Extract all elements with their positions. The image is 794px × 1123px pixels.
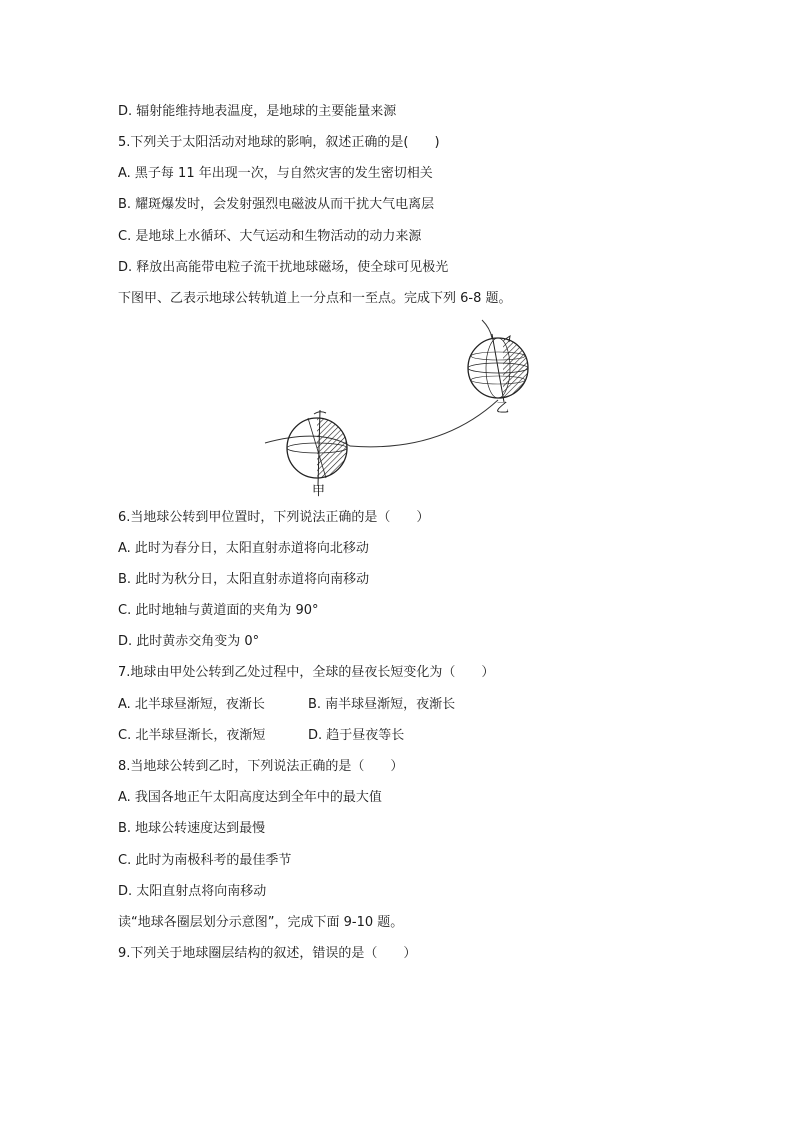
q5-option-d: D. 释放出高能带电粒子流干扰地球磁场，使全球可见极光	[118, 260, 449, 275]
q6-option-a: A. 此时为春分日，太阳直射赤道将向北移动	[118, 541, 369, 556]
q9-stem: 9.下列关于地球圈层结构的叙述，错误的是（ ）	[118, 946, 417, 961]
q7-option-a: A. 北半球昼渐短，夜渐长	[118, 697, 265, 712]
q5-option-a: A. 黑子每 11 年出现一次，与自然灾害的发生密切相关	[118, 166, 433, 181]
q8-option-d: D. 太阳直射点将向南移动	[118, 884, 267, 899]
q5-option-b: B. 耀斑爆发时，会发射强烈电磁波从而干扰大气电离层	[118, 197, 435, 212]
earth-yi	[468, 334, 533, 402]
label-yi: 乙	[496, 401, 510, 416]
q7-option-d: D. 趋于昼夜等长	[308, 728, 405, 743]
q8-stem: 8.当地球公转到乙时，下列说法正确的是（ ）	[118, 759, 404, 774]
orbit-path-top	[482, 320, 492, 338]
q6-stem: 6.当地球公转到甲位置时，下列说法正确的是（ ）	[118, 510, 430, 525]
q7-stem: 7.地球由甲处公转到乙处过程中，全球的昼夜长短变化为（ ）	[118, 665, 495, 680]
q5-option-c: C. 是地球上水循环、大气运动和生物活动的动力来源	[118, 229, 422, 244]
q6-option-b: B. 此时为秋分日，太阳直射赤道将向南移动	[118, 572, 370, 587]
q7-option-c: C. 北半球昼渐长，夜渐短	[118, 728, 266, 743]
label-jia: 甲	[312, 484, 326, 498]
q5-stem: 5.下列关于太阳活动对地球的影响，叙述正确的是( )	[118, 135, 440, 150]
q7-option-b: B. 南半球昼渐短，夜渐长	[308, 697, 456, 712]
figure-intro: 下图甲、乙表示地球公转轨道上一分点和一至点。完成下列 6-8 题。	[118, 291, 512, 306]
q6-option-d: D. 此时黄赤交角变为 0°	[118, 634, 260, 649]
q8-option-a: A. 我国各地正午太阳高度达到全年中的最大值	[118, 790, 382, 805]
q4-option-d: D. 辐射能维持地表温度，是地球的主要能量来源	[118, 104, 397, 119]
earth-orbit-figure	[260, 318, 550, 498]
q6-option-c: C. 此时地轴与黄道面的夹角为 90°	[118, 603, 319, 618]
q8-option-b: B. 地球公转速度达到最慢	[118, 821, 266, 836]
q9-intro: 读“地球各圈层划分示意图”，完成下面 9-10 题。	[118, 915, 404, 930]
q8-option-c: C. 此时为南极科考的最佳季节	[118, 853, 292, 868]
earth-jia	[287, 410, 349, 486]
